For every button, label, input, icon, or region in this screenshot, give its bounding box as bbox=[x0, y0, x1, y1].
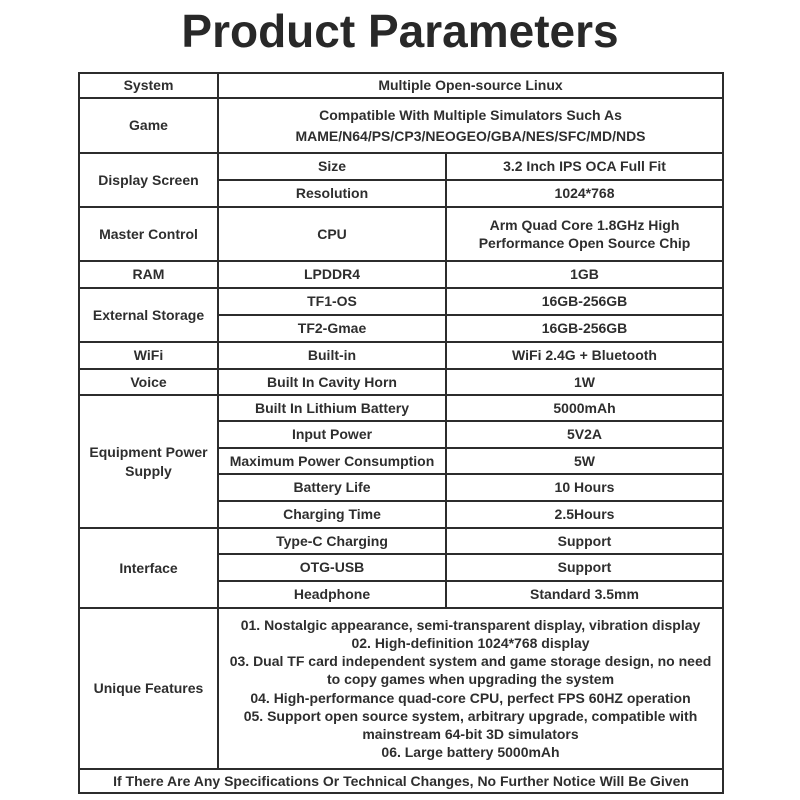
param-cell-headphone: Headphone bbox=[218, 581, 446, 608]
param-cell-cpu: CPU bbox=[218, 207, 446, 261]
value-cell-ram: 1GB bbox=[446, 261, 723, 288]
value-cell-resolution: 1024*768 bbox=[446, 180, 723, 207]
value-cell-tf1: 16GB-256GB bbox=[446, 288, 723, 315]
category-cell-ram: RAM bbox=[79, 261, 218, 288]
category-cell-wifi: WiFi bbox=[79, 342, 218, 369]
value-cell-battery-life: 10 Hours bbox=[446, 474, 723, 501]
value-cell-game bbox=[218, 98, 723, 153]
game-value-line1: Compatible With Multiple Simulators Such As bbox=[319, 107, 622, 124]
table-row bbox=[79, 207, 723, 261]
value-cell-cpu: Arm Quad Core 1.8GHz High Performance Open Source Chip bbox=[446, 207, 723, 261]
param-cell-input-power: Input Power bbox=[218, 421, 446, 448]
param-cell-charging-time: Charging Time bbox=[218, 501, 446, 528]
table-row bbox=[79, 153, 723, 180]
value-cell-tf2: 16GB-256GB bbox=[446, 315, 723, 342]
category-cell-system: System bbox=[79, 73, 218, 98]
param-cell-wifi: Built-in bbox=[218, 342, 446, 369]
features-list bbox=[218, 608, 723, 769]
value-cell-size: 3.2 Inch IPS OCA Full Fit bbox=[446, 153, 723, 180]
value-cell-wifi: WiFi 2.4G + Bluetooth bbox=[446, 342, 723, 369]
feature-item: 02. High-definition 1024*768 display bbox=[351, 634, 590, 651]
category-cell-master-control: Master Control bbox=[79, 207, 218, 261]
spec-table bbox=[78, 72, 724, 794]
category-cell-external-storage: External Storage bbox=[79, 288, 218, 342]
table-row bbox=[79, 369, 723, 395]
feature-item: 06. Large battery 5000mAh bbox=[381, 744, 560, 761]
table-row bbox=[79, 769, 723, 793]
table-row bbox=[79, 261, 723, 288]
param-cell-typec: Type-C Charging bbox=[218, 528, 446, 554]
param-cell-voice: Built In Cavity Horn bbox=[218, 369, 446, 395]
value-cell-system: Multiple Open-source Linux bbox=[218, 73, 723, 98]
table-row bbox=[79, 288, 723, 315]
param-cell-size: Size bbox=[218, 153, 446, 180]
value-cell-typec: Support bbox=[446, 528, 723, 554]
table-row bbox=[79, 98, 723, 153]
value-cell-headphone: Standard 3.5mm bbox=[446, 581, 723, 608]
category-cell-display-screen: Display Screen bbox=[79, 153, 218, 207]
category-cell-equipment-power-supply: Equipment Power Supply bbox=[79, 395, 218, 528]
value-cell-input-power: 5V2A bbox=[446, 421, 723, 448]
param-cell-resolution: Resolution bbox=[218, 180, 446, 207]
feature-item: 01. Nostalgic appearance, semi-transparent display, vibration display bbox=[240, 616, 701, 633]
category-cell-game: Game bbox=[79, 98, 218, 153]
value-cell-charging-time: 2.5Hours bbox=[446, 501, 723, 528]
param-cell-tf2: TF2-Gmae bbox=[218, 315, 446, 342]
table-row bbox=[79, 528, 723, 554]
footer-note: If There Are Any Specifications Or Technical Changes, No Further Notice Will Be Given bbox=[79, 769, 723, 793]
param-cell-lithium-battery: Built In Lithium Battery bbox=[218, 395, 446, 421]
category-cell-voice: Voice bbox=[79, 369, 218, 395]
value-cell-voice: 1W bbox=[446, 369, 723, 395]
page-title: Product Parameters bbox=[181, 5, 619, 57]
value-cell-max-power: 5W bbox=[446, 448, 723, 474]
param-cell-otg: OTG-USB bbox=[218, 554, 446, 581]
feature-item: 03. Dual TF card independent system and game storage design, no need to copy games when upgrading the system bbox=[229, 653, 712, 688]
table-row bbox=[79, 73, 723, 98]
category-cell-interface: Interface bbox=[79, 528, 218, 608]
table-row bbox=[79, 342, 723, 369]
param-cell-battery-life: Battery Life bbox=[218, 474, 446, 501]
category-cell-unique-features: Unique Features bbox=[79, 608, 218, 769]
value-cell-otg: Support bbox=[446, 554, 723, 581]
table-row bbox=[79, 608, 723, 769]
game-value-line2: MAME/N64/PS/CP3/NEOGEO/GBA/NES/SFC/MD/NDS bbox=[295, 127, 646, 144]
feature-item: 05. Support open source system, arbitrary upgrade, compatible with mainstream 64-bit 3D simulators bbox=[243, 707, 698, 742]
param-cell-ram: LPDDR4 bbox=[218, 261, 446, 288]
feature-item: 04. High-performance quad-core CPU, perfect FPS 60HZ operation bbox=[250, 689, 691, 706]
value-cell-lithium-battery: 5000mAh bbox=[446, 395, 723, 421]
param-cell-tf1: TF1-OS bbox=[218, 288, 446, 315]
param-cell-max-power: Maximum Power Consumption bbox=[218, 448, 446, 474]
table-row bbox=[79, 395, 723, 421]
